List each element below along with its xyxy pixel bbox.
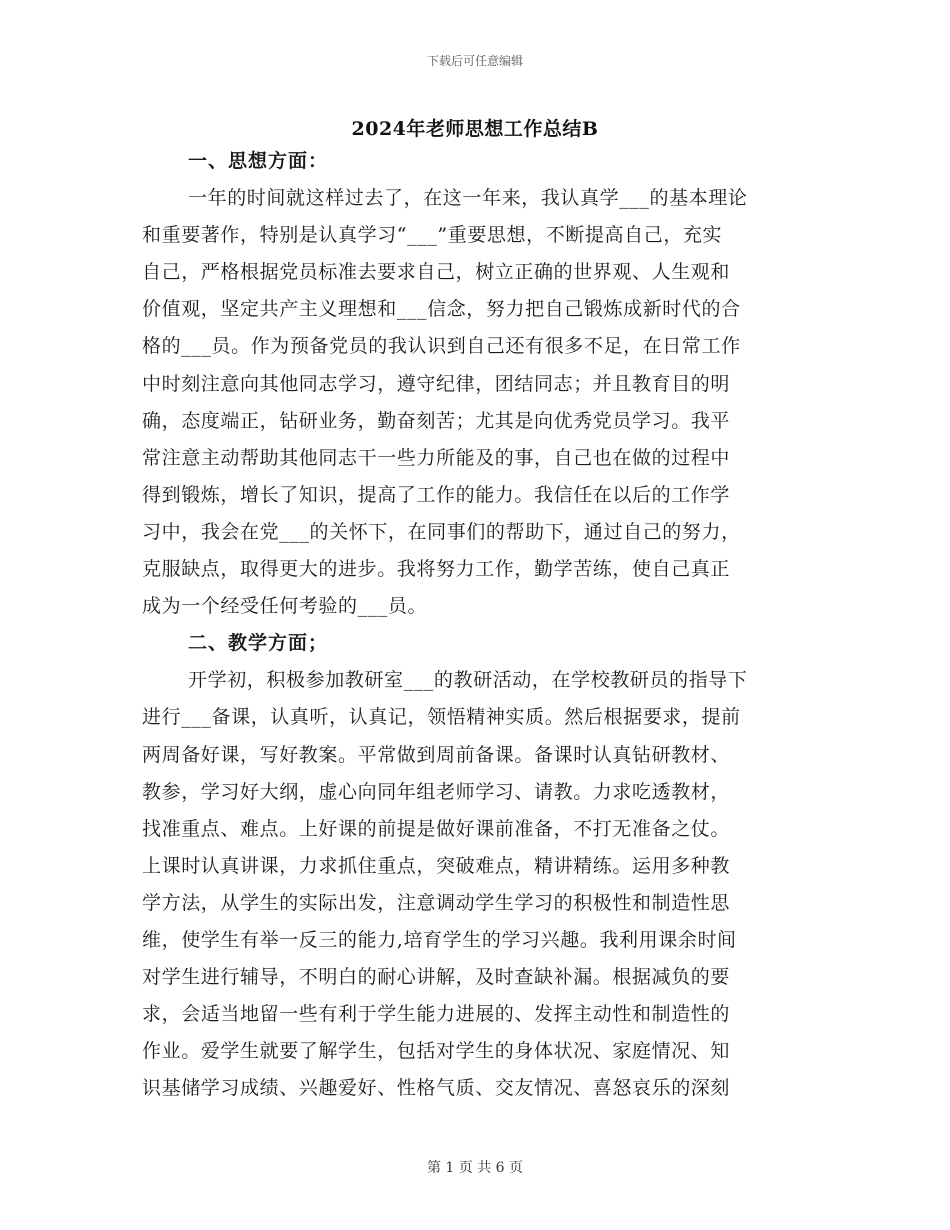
paragraph-line: 成为一个经受任何考验的___员。 [142, 595, 428, 618]
paragraph-line: 格的___员。作为预备党员的我认识到自己还有很多不足，在日常工作 [142, 335, 741, 358]
paragraph-line: 上课时认真讲课，力求抓住重点，突破难点，精讲精练。运用多种教 [142, 854, 731, 877]
paragraph-line: 进行___备课，认真听，认真记，领悟精神实质。然后根据要求，提前 [142, 706, 741, 729]
document-body [142, 143, 806, 1107]
document-title: 2024年老师思想工作总结B [351, 118, 599, 140]
paragraph-line: 常注意主动帮助其他同志干一些力所能及的事，自己也在做的过程中 [142, 446, 731, 469]
paragraph-line: 克服缺点，取得更大的进步。我将努力工作，勤学苦练，使自己真正 [142, 558, 731, 581]
paragraph-line: 习中，我会在党___的关怀下，在同事们的帮助下，通过自己的努力， [142, 520, 741, 543]
page-header-note: 下载后可任意编辑 [426, 54, 523, 68]
paragraph-line: 识基储学习成绩、兴趣爱好、性格气质、交友情况、喜怒哀乐的深刻 [142, 1077, 731, 1100]
paragraph-line: 确，态度端正，钻研业务，勤奋刻苦；尤其是向优秀党员学习。我平 [142, 409, 731, 432]
paragraph-line: 价值观，坚定共产主义理想和___信念，努力把自己锻炼成新时代的合 [142, 298, 741, 321]
paragraph-line: 两周备好课，写好教案。平常做到周前备课。备课时认真钻研教材、 [142, 743, 731, 766]
paragraph-line: 得到锻炼，增长了知识，提高了工作的能力。我信任在以后的工作学 [142, 483, 731, 506]
paragraph-line: 自己，严格根据党员标准去要求自己，树立正确的世界观、人生观和 [142, 261, 731, 284]
paragraph-line: 求，会适当地留一些有利于学生能力进展的、发挥主动性和制造性的 [142, 1003, 731, 1026]
paragraph-line: 一年的时间就这样过去了，在这一年来，我认真学___的基本理论 [188, 187, 748, 210]
paragraph-line: 对学生进行辅导，不明白的耐心讲解，及时查缺补漏。根据减负的要 [142, 966, 731, 989]
section-heading: 二、教学方面； [188, 632, 329, 655]
page-footer: 第 1 页 共 6 页 [426, 1160, 524, 1176]
paragraph-line: 教参，学习好大纲，虚心向同年组老师学习、请教。力求吃透教材， [142, 780, 731, 803]
paragraph-line: 开学初，积极参加教研室___的教研活动，在学校教研员的指导下 [188, 669, 748, 692]
section-heading: 一、思想方面： [188, 150, 329, 172]
paragraph-line: 找准重点、难点。上好课的前提是做好课前准备，不打无准备之仗。 [142, 817, 731, 840]
paragraph-line: 和重要著作，特别是认真学习“___”重要思想，不断提高自己，充实 [142, 224, 723, 247]
paragraph-line: 中时刻注意向其他同志学习，遵守纪律，团结同志；并且教育目的明 [142, 372, 731, 395]
paragraph-line: 作业。爱学生就要了解学生，包括对学生的身体状况、家庭情况、知 [142, 1040, 731, 1063]
paragraph-line: 维，使学生有举一反三的能力,培育学生的学习兴趣。我利用课余时间 [142, 928, 737, 951]
paragraph-line: 学方法，从学生的实际出发，注意调动学生学习的积极性和制造性思 [142, 891, 731, 914]
